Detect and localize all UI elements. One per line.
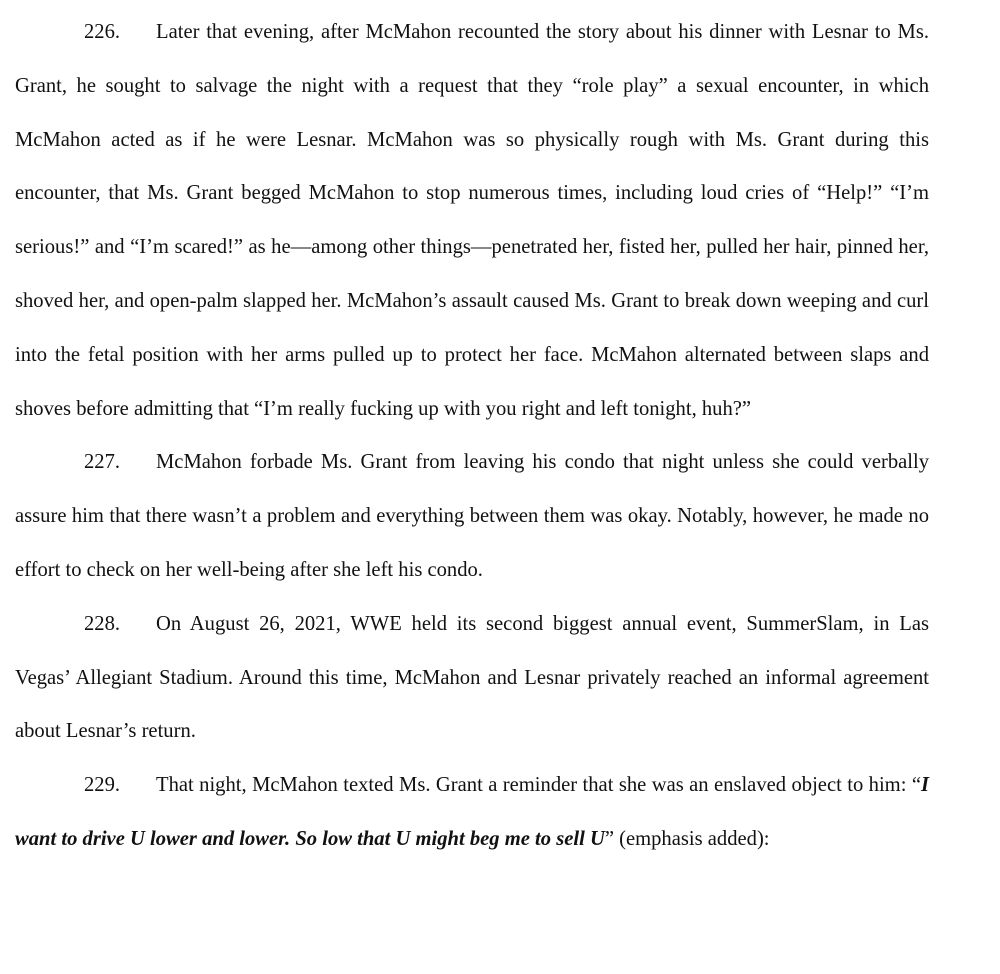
paragraph-226	[15, 6, 929, 436]
paragraph-text: Later that evening, after McMahon recounted the story about his dinner with Lesnar to Ms. Grant, he sought to salvage the night with a request that they “role play” a sexual encounter, in which McMahon acted as if he were Lesnar. McMahon was so physically rough with Ms. Grant during this encounter, that Ms. Grant begged McMahon to stop numerous times, including loud cries of “Help!” “I’m serious!” and “I’m scared!” as he—among other things—penetrated her, fisted her, pulled her hair, pinned her, shoved her, and open-palm slapped her. McMahon’s assault caused Ms. Grant to break down weeping and curl into the fetal position with her arms pulled up to protect her face. McMahon alternated between slaps and shoves before admitting that “I’m really fucking up with you right and left tonight, huh?”	[15, 21, 929, 420]
paragraph-text-before: That night, McMahon texted Ms. Grant a reminder that she was an enslaved object to him: “	[156, 774, 921, 797]
paragraph-number: 226.	[84, 21, 121, 43]
paragraph-text: McMahon forbade Ms. Grant from leaving his condo that night unless she could verbally assure him that there wasn’t a problem and everything between them was okay. Notably, however, he made no effort to check on her well-being after she left his condo.	[15, 451, 929, 581]
paragraph-text-after: ” (emphasis added):	[604, 827, 770, 850]
paragraph-text: On August 26, 2021, WWE held its second biggest annual event, SummerSlam, in Las Vegas’ Allegiant Stadium. Around this time, McMahon and Lesnar privately reached an informal agreement about Lesnar’s return.	[15, 612, 929, 743]
paragraph-number: 227.	[84, 451, 121, 474]
emphasized-quote: I want to drive U lower and lower. So low that U might beg me to sell U	[15, 774, 929, 850]
paragraph-228	[15, 598, 929, 759]
document-page	[15, 6, 929, 867]
paragraph-number: 229.	[84, 774, 121, 797]
paragraph-number: 228.	[84, 612, 121, 635]
paragraph-229	[15, 759, 929, 867]
paragraph-227	[15, 436, 929, 597]
